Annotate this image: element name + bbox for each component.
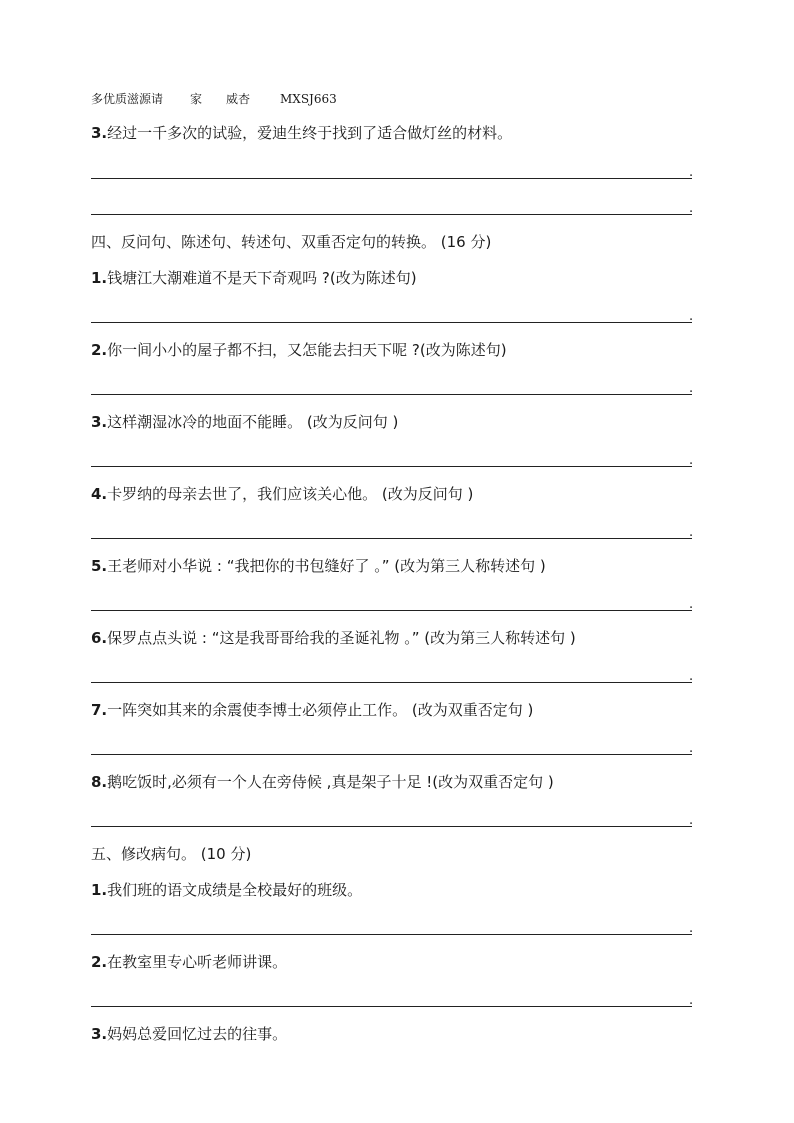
answer-dot: .	[689, 525, 694, 540]
question-4-5	[91, 556, 546, 576]
answer-line[interactable]	[91, 682, 692, 683]
answer-line[interactable]	[91, 394, 692, 395]
answer-line[interactable]	[91, 610, 692, 611]
question-number: 1.	[91, 269, 108, 287]
answer-dot: .	[689, 381, 694, 396]
question-text: 一阵突如其来的余震使李博士必须停止工作。 (改为双重否定句 )	[107, 701, 534, 719]
answer-line[interactable]	[91, 178, 692, 179]
question-4-3	[91, 412, 398, 432]
question-text: 卡罗纳的母亲去世了，我们应该关心他。 (改为反问句 )	[107, 485, 474, 503]
question-5-2	[91, 952, 287, 972]
question-number: 3.	[91, 1025, 108, 1043]
question-4-7	[91, 700, 533, 720]
question-number: 2.	[91, 341, 108, 359]
answer-dot: .	[689, 453, 694, 468]
question-text: 钱塘江大潮难道不是天下奇观吗 ?(改为陈述句)	[107, 269, 417, 287]
answer-line[interactable]	[91, 538, 692, 539]
answer-dot: .	[689, 309, 694, 324]
question-4-6	[91, 628, 576, 648]
question-text: 在教室里专心听老师讲课。	[107, 953, 288, 971]
question-text: 妈妈总爱回忆过去的往事。	[107, 1025, 288, 1043]
question-number: 7.	[91, 701, 108, 719]
answer-dot: .	[689, 921, 694, 936]
question-text: 你一间小小的屋子都不扫，又怎能去扫天下呢 ?(改为陈述句)	[107, 341, 507, 359]
question-4-4	[91, 484, 473, 504]
question-number: 4.	[91, 485, 108, 503]
answer-line[interactable]	[91, 826, 692, 827]
question-text: 保罗点点头说 : “这是我哥哥给我的圣诞礼物 。” (改为第三人称转述句 )	[107, 629, 576, 647]
question-number: 5.	[91, 557, 108, 575]
question-text: 我们班的语文成绩是全校最好的班级。	[107, 881, 363, 899]
answer-line[interactable]	[91, 466, 692, 467]
question-text: 经过一千多次的试验，爱迪生终于找到了适合做灯丝的材料。	[107, 124, 513, 142]
question-number: 6.	[91, 629, 108, 647]
answer-line[interactable]	[91, 1006, 692, 1007]
answer-line[interactable]	[91, 322, 692, 323]
section-4-title: 四、反问句、陈述句、转述句、双重否定句的转换。 (16 分)	[91, 233, 492, 251]
header-text-3: 威杏	[226, 92, 251, 106]
question-number: 3.	[91, 124, 108, 142]
question-4-8	[91, 772, 554, 792]
answer-line[interactable]	[91, 754, 692, 755]
question-number: 1.	[91, 881, 108, 899]
answer-dot: .	[689, 201, 694, 216]
answer-dot: .	[689, 813, 694, 828]
question-5-1	[91, 880, 362, 900]
question-4-2	[91, 340, 507, 360]
question-5-3	[91, 1024, 287, 1044]
question-text: 鹅吃饭时,必须有一个人在旁侍候 ,真是架子十足 !(改为双重否定句 )	[107, 773, 554, 791]
question-number: 8.	[91, 773, 108, 791]
section-5-title: 五、修改病句。 (10 分)	[91, 845, 252, 863]
answer-line[interactable]	[91, 214, 692, 215]
answer-dot: .	[689, 669, 694, 684]
question-text: 这样潮湿冰冷的地面不能睡。 (改为反问句 )	[107, 413, 399, 431]
question-text: 王老师对小华说 : “我把你的书包缝好了 。” (改为第三人称转述句 )	[107, 557, 546, 575]
question-3-3	[91, 123, 512, 143]
question-number: 2.	[91, 953, 108, 971]
answer-dot: .	[689, 741, 694, 756]
header-text-1: 多优质滋源请	[91, 92, 164, 106]
header-code: MXSJ663	[280, 92, 337, 106]
question-4-1	[91, 268, 417, 288]
answer-dot: .	[689, 597, 694, 612]
answer-dot: .	[689, 165, 694, 180]
answer-dot: .	[689, 993, 694, 1008]
answer-line[interactable]	[91, 934, 692, 935]
header-text-2: 家	[190, 92, 203, 106]
question-number: 3.	[91, 413, 108, 431]
